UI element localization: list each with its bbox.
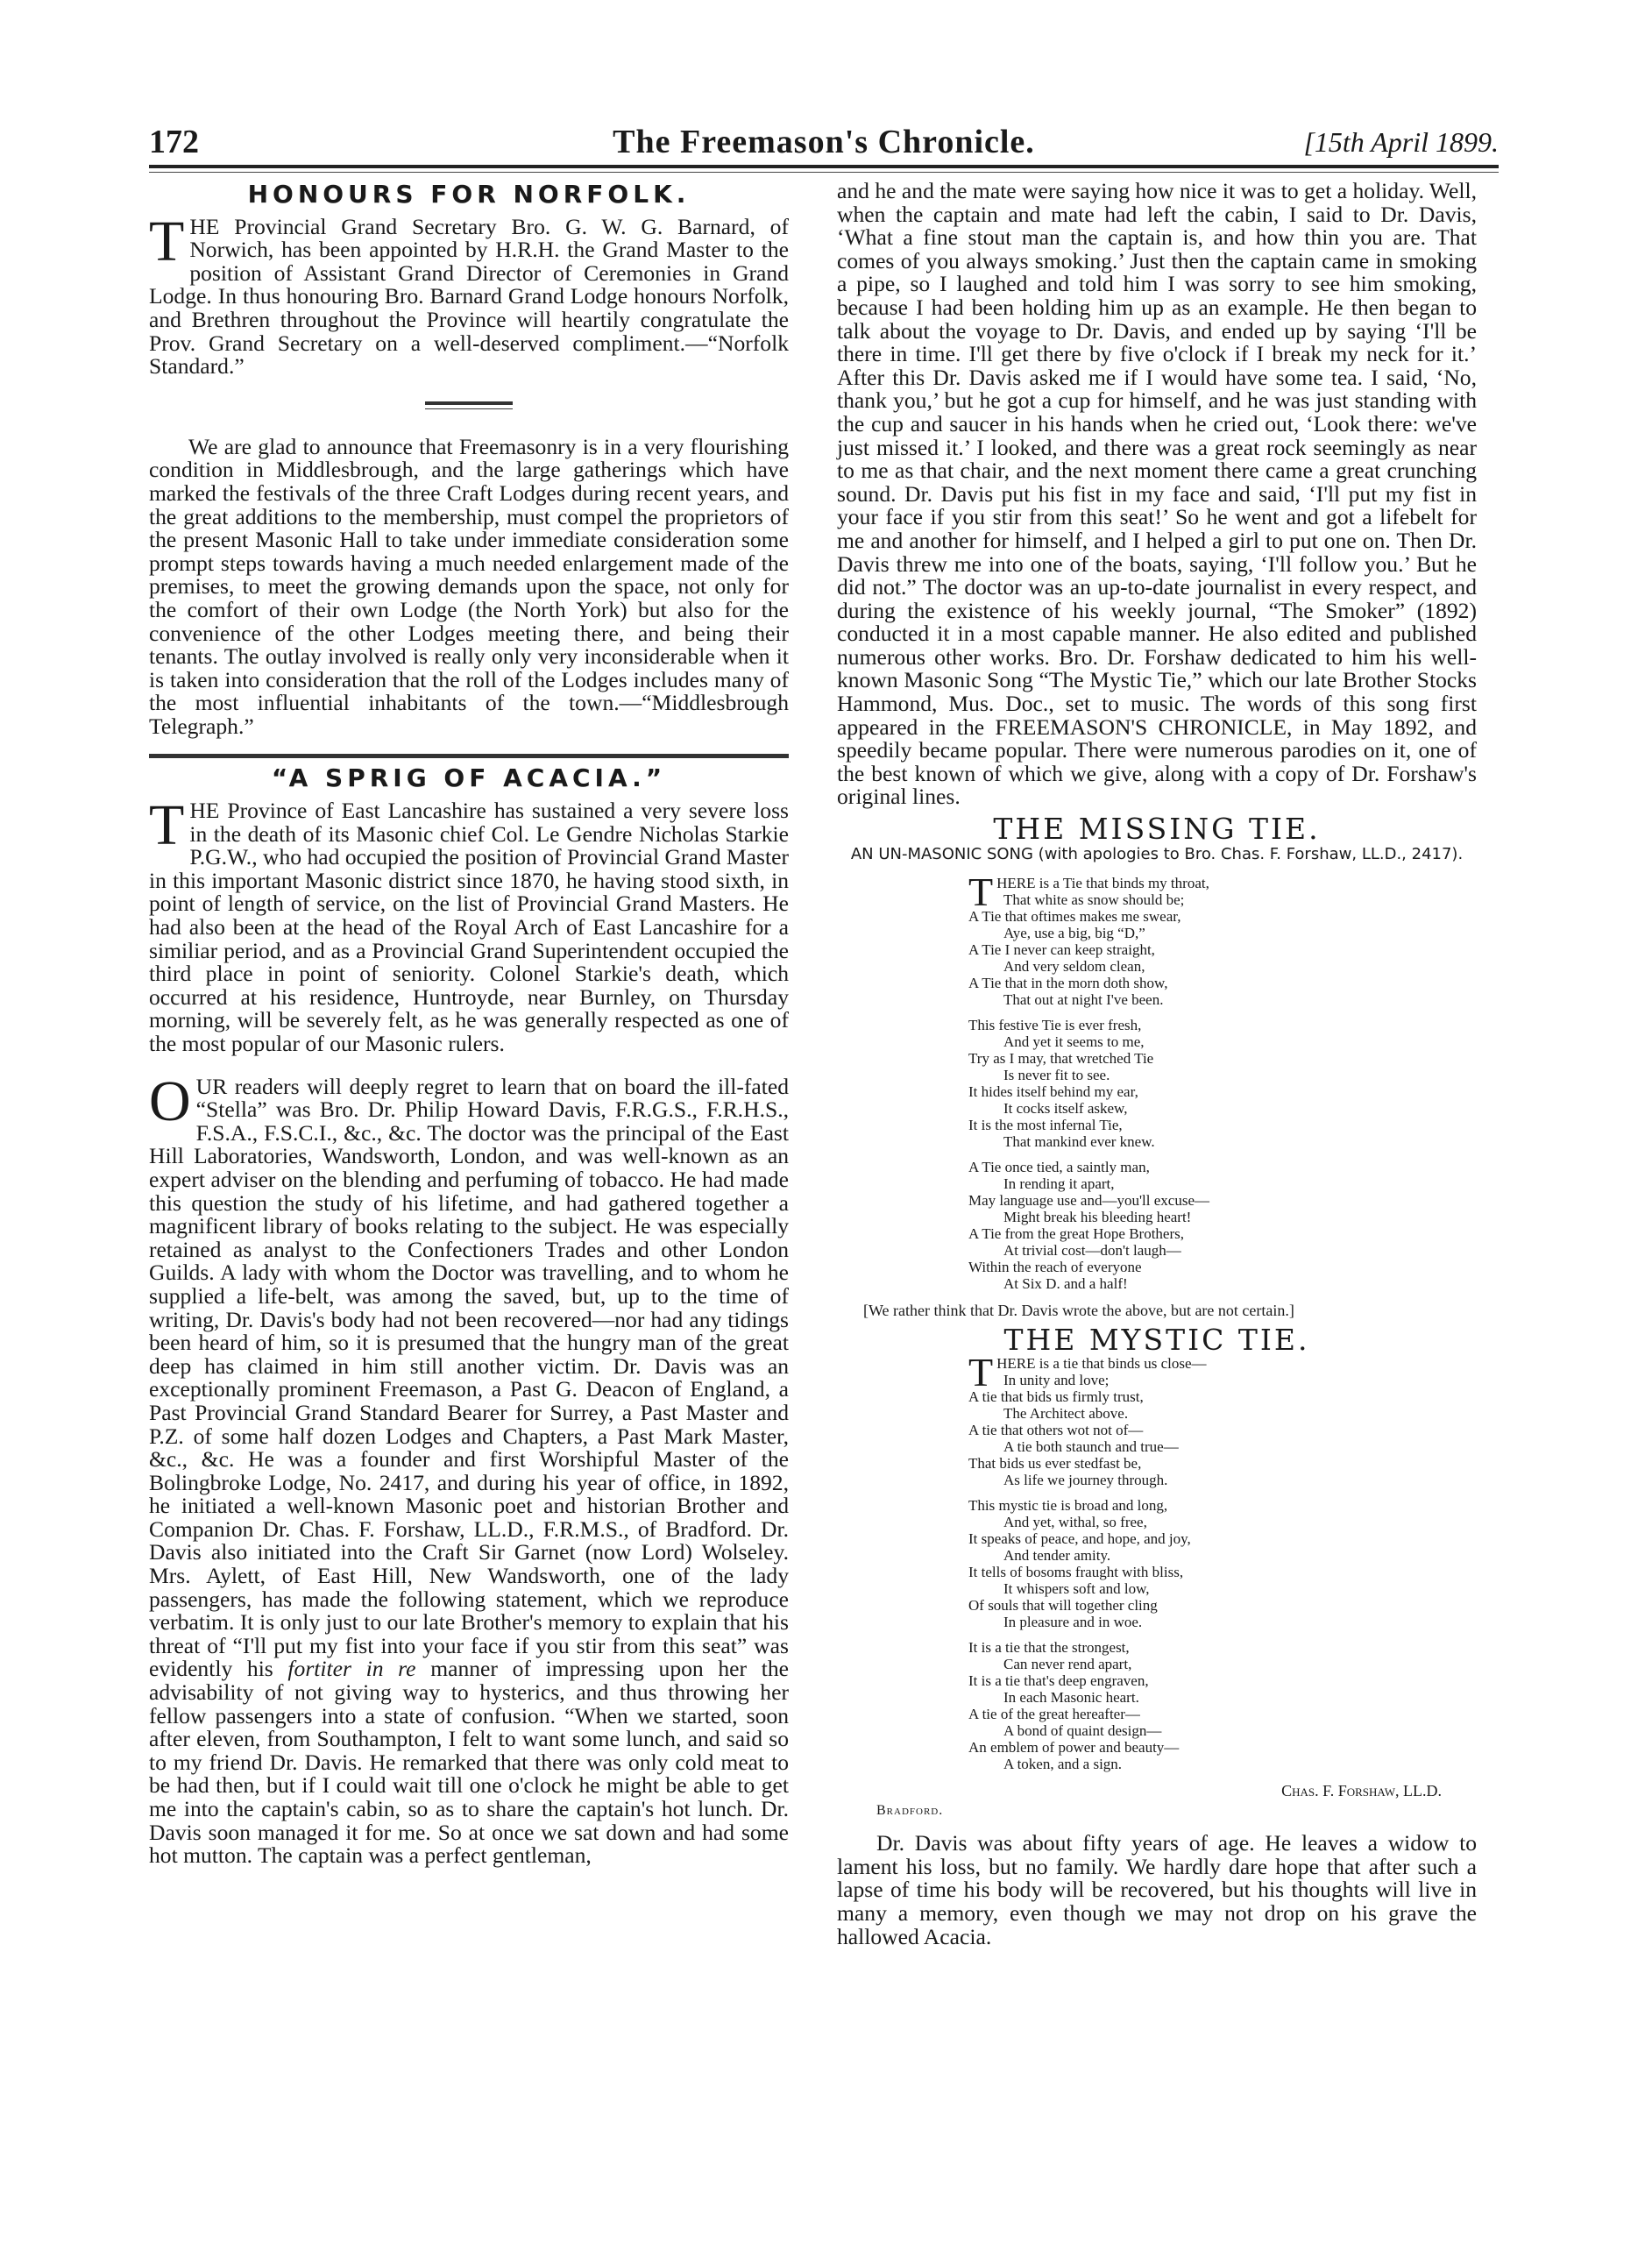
poem-line: At trivial cost—don't laugh— (1003, 1241, 1181, 1259)
poem-line: It speaks of peace, and hope, and joy, (968, 1530, 1191, 1548)
poem-line: The Architect above. (1003, 1405, 1129, 1423)
poem-line: In unity and love; (1003, 1372, 1110, 1389)
masthead-title: The Freemason's Chronicle. (613, 124, 1035, 160)
poem-subtitle: AN UN-MASONIC SONG (with apologies to Bro. Chas. F. Forshaw, LL.D., 2417). (850, 844, 1464, 863)
poem-line: A token, and a sign. (1003, 1756, 1123, 1773)
poem-line: At Six D. and a half! (1003, 1274, 1128, 1292)
poem-line: And yet it seems to me, (1003, 1033, 1145, 1050)
article-davis (149, 1068, 789, 1869)
article-davis-conclusion: Dr. Davis was about fifty years of age. He leaves a widow to lament his loss, but no family. We hardly dare hope that after such a lapse of time his body will be recovered, but his thoughts will live in many a memory, even though we may not drop on his grave the hallowed Acacia. (837, 1830, 1477, 1949)
poem-line: This mystic tie is broad and long, (968, 1497, 1168, 1515)
section-divider (425, 401, 513, 405)
poem-line: That mankind ever knew. (1003, 1132, 1155, 1150)
paragraph-gap (149, 1056, 789, 1075)
header-rule-thin (149, 172, 1499, 173)
drop-cap: T (968, 1350, 994, 1395)
poem-line: In each Masonic heart. (1003, 1689, 1139, 1707)
article-starkie-text: HE Province of East Lancashire has sustained a very severe loss in the death of its Masonic chief Col. Le Gendre Nicholas Starkie P.G.W., who had occupied the position of Provincial Grand Master in this important Masonic district since 1870, he having stood sixth, in point of length of service, on the list of Provincial Grand Masters. He had also been at the head of the Royal Arch of East Lancashire for a similiar period, and as a Provincial Grand Superintendent occupied the third place in point of seniority. Colonel Starkie's death, which occurred at his residence, Huntroyde, near Burnley, on Thursday morning, will be severely felt, as he was generally respected as one of the most popular of our Masonic rulers. (149, 798, 789, 1056)
poem-line: That out at night I've been. (1003, 990, 1164, 1008)
poem-stanza (968, 869, 1477, 1008)
poem-line: It tells of bosoms fraught with bliss, (968, 1564, 1184, 1581)
poem-line: It is a tie that the strongest, (968, 1639, 1130, 1657)
section-divider-thin (425, 408, 513, 409)
poem-line: A tie that bids us firmly trust, (968, 1388, 1144, 1406)
poem-line: A bond of quaint design— (1003, 1722, 1162, 1740)
poem-line: An emblem of power and beauty— (968, 1739, 1180, 1757)
poem-missing-tie (968, 869, 1477, 1292)
poem-line: A tie both staunch and true— (1003, 1438, 1179, 1456)
editorial-note: [We rather think that Dr. Davis wrote the above, but are not certain.] (863, 1301, 1294, 1319)
poem-line: This festive Tie is ever fresh, (968, 1016, 1142, 1033)
drop-cap: T (149, 793, 185, 858)
heading-sprig-of-acacia: “A SPRIG OF ACACIA.” (271, 763, 667, 793)
poem-line: In rending it apart, (1003, 1175, 1115, 1192)
article-norfolk-text: HE Provincial Grand Secretary Bro. G. W. G. Barnard, of Norwich, has been appointed by H.R.H. the Grand Master to the position of Assistant Grand Director of Ceremonies in Grand Lodge. In thus honouring Bro. Barnard Grand Lodge honours Norfolk, and Brethren throughout the Province will heartily congratulate the Prov. Grand Secretary on a well-deserved compliment.—“Norfolk Standard.” (149, 213, 789, 380)
drop-cap: T (968, 869, 994, 914)
poem-line: HERE is a Tie that binds my throat, (996, 874, 1209, 891)
poem-line: Is never fit to see. (1003, 1066, 1110, 1083)
poem-line: A Tie once tied, a saintly man, (968, 1158, 1150, 1175)
poem-line: It is a tie that's deep engraven, (968, 1672, 1149, 1690)
page-number: 172 (149, 124, 199, 160)
right-column (837, 180, 1477, 1948)
poem-line: It cocks itself askew, (1003, 1099, 1128, 1117)
poem-stanza (968, 1497, 1477, 1630)
poem-line: A Tie that oftimes makes me swear, (968, 907, 1181, 925)
header-rule-thick (149, 165, 1499, 168)
poem-line: May language use and—you'll excuse— (968, 1191, 1209, 1209)
poem-line: A tie of the great hereafter— (968, 1706, 1140, 1723)
poem-line: A Tie from the great Hope Brothers, (968, 1224, 1184, 1242)
left-column (149, 180, 789, 1868)
poem-line: In pleasure and in woe. (1003, 1614, 1143, 1631)
section-rule (149, 754, 789, 758)
poem-line: It hides itself behind my ear, (968, 1082, 1138, 1100)
poem-mystic-tie (968, 1350, 1477, 1773)
poem-line: And very seldom clean, (1003, 957, 1145, 975)
article-middlesbrough: We are glad to announce that Freemasonry is in a very flourishing condition in Middlesbrough, and the large gatherings which have marked the festivals of the three Craft Lodges during recent years, and the great additions to the membership, must compel the proprietors of the present Masonic Hall to take under immediate consideration some prompt steps towards having a much needed enlargement made of the premises, to meet the growing demands upon the space, not only for the comfort of their own Lodge (the North York) but also for the convenience of the other Lodges meeting there, and being their tenants. The outlay involved is really only very inconsiderable when it is taken into consideration that the roll of the Lodges includes many of the most influential inhabitants of the town.—“Middlesbrough Telegraph.” (149, 433, 789, 739)
heading-honours-for-norfolk: HONOURS FOR NORFOLK. (247, 180, 691, 209)
poem-line: A Tie that in the morn doth show, (968, 974, 1168, 991)
poem-line: That bids us ever stedfast be, (968, 1455, 1142, 1473)
article-davis-continued: and he and the mate were saying how nice it was to get a holiday. Well, when the captain and mate had left the cabin, I said to Dr. Davis, ‘What a fine stout man the captain is, and how thin you are. That comes of you always smoking.’ Just then the captain came in smoking a pipe, so I laughed and told him I was sorry to see him smoking, because I had been holding him up as an example. He then began to talk about the voyage to Dr. Davis, and ended up by saying ‘I'll be there in time. I'll get there by five o'clock if I break my neck for it.’ After this Dr. Davis asked me if I would have some tea. I said, ‘No, thank you,’ but he got a cup for himself, and he was just standing with the cup and saucer in his hands when he cried out, ‘Look there: we've just missed it.’ I looked, and there was a great rock seemingly as near to me as that chair, and the next moment there came a great crunching sound. Dr. Davis put his fist in my face and said, ‘I'll put my fist in your face if you stir from this seat!’ So he went and got a lifebelt for me and another for himself, and I helped a girl to put one on. Then Dr. Davis threw me into one of the boats, saying, ‘I'll follow you.’ But he did not.” The doctor was an up-to-date journalist in every respect, and during the existence of his weekly journal, “The Smoker” (1892) conducted it in a most capable manner. He also edited and published numerous other works. Bro. Dr. Forshaw dedicated to him his well-known Masonic Song “The Mystic Tie,” which our late Brother Stocks Hammond, Mus. Doc., set to music. The words of this song first appeared in the FREEMASON'S CHRONICLE, in May 1892, and speedily became popular. There were numerous parodies on it, one of the best known of which we give, along with a copy of Dr. Forshaw's original lines. (837, 178, 1477, 810)
poem-line: It whispers soft and low, (1003, 1580, 1150, 1598)
poem-signature: Chas. F. Forshaw, LL.D. (1281, 1782, 1442, 1800)
poem-line: Can never rend apart, (1003, 1656, 1132, 1673)
poem-line: A Tie I never can keep straight, (968, 940, 1155, 958)
article-norfolk (149, 209, 789, 380)
poem-line: That white as snow should be; (1003, 891, 1185, 908)
poem-line: A tie that others wot not of— (968, 1422, 1144, 1439)
poem-title-mystic-tie: THE MYSTIC TIE. (1003, 1322, 1310, 1357)
poem-stanza (968, 1017, 1477, 1150)
poem-stanza (968, 1350, 1477, 1489)
article-davis-text-cont: manner of impressing upon her the advisability of not giving way to hysterics, and thus throwing her fellow passengers into a state of confusion. “When we started, soon after eleven, from Southampton, I felt to want some lunch, and said so to my friend Dr. Davis. He remarked that there was only cold meat to be had then, but if I could wait till one o'clock he might be able to get me into the captain's cabin, so as to share the captain's hot lunch. Dr. Davis soon managed it for me. So at once we sat down and had some hot mutton. The captain was a perfect gentleman, (149, 1656, 789, 1869)
article-starkie (149, 793, 789, 1056)
poem-stanza (968, 1159, 1477, 1292)
drop-cap: O (149, 1068, 191, 1133)
poem-line: Try as I may, that wretched Tie (968, 1049, 1154, 1067)
issue-date: [15th April 1899. (1303, 126, 1499, 158)
latin-phrase: fortiter in re (287, 1656, 416, 1682)
poem-line: Within the reach of everyone (968, 1258, 1142, 1275)
drop-cap: T (149, 209, 185, 273)
poem-stanza (968, 1639, 1477, 1772)
poem-line: Aye, use a big, big “D,” (1003, 924, 1145, 941)
poem-line: And tender amity. (1003, 1547, 1111, 1565)
article-davis-text: UR readers will deeply regret to learn that on board the ill-fated “Stella” was Bro. Dr. Philip Howard Davis, F.R.G.S., F.R.H.S., F.S.A., F.S.C.I., &c., &c. The doctor was the principal of the East Hill Laboratories, Wandsworth, London, and was well-known as an expert adviser on the blending and perfuming of tobacco. He had made this question the study of his lifetime, and had gathered together a magnificent library of books relating to the subject. He was especially retained as analyst to the Confectioners Trades and other London Guilds. A lady with whom the Doctor was travelling, and to whom he supplied a life-belt, was among the saved, but, up to the time of writing, Dr. Davis's body had not been recovered—nor had any tidings been heard of him, so it is presumed that the hungry man of the great deep has claimed in him still another victim. Dr. Davis was an exceptionally prominent Freemason, a Past G. Deacon of England, a Past Provincial Grand Standard Bearer for Surrey, a Past Master and P.Z. of some half dozen Lodges and Chapters, a Past Mark Master, &c., &c. He was a founder and first Worshipful Master of the Bolingbroke Lodge, No. 2417, and during his year of office, in 1892, he initiated a well-known Masonic poet and historian Brother and Companion Dr. Chas. F. Forshaw, LL.D., F.R.M.S., of Bradford. Dr. Davis also initiated into the Craft Sir Garnet (now Lord) Wolseley. Mrs. Aylett, of East Hill, New Wandsworth, one of the lady passengers, has made the following statement, which we reproduce verbatim. It is only just to our late Brother's memory to explain that his threat of “I'll put my fist into your face if you stir from this seat” was evidently his (149, 1073, 789, 1682)
poem-place: Bradford. (876, 1803, 944, 1819)
page-header (149, 123, 1499, 161)
poem-line: As life we journey through. (1003, 1472, 1168, 1489)
poem-line: Of souls that will together cling (968, 1597, 1158, 1615)
poem-line: And yet, withal, so free, (1003, 1514, 1147, 1531)
poem-line: Might break his bleeding heart! (1003, 1208, 1192, 1225)
poem-line: HERE is a tie that binds us close— (996, 1355, 1207, 1373)
poem-title-missing-tie: THE MISSING TIE. (993, 812, 1321, 847)
poem-line: It is the most infernal Tie, (968, 1116, 1123, 1133)
